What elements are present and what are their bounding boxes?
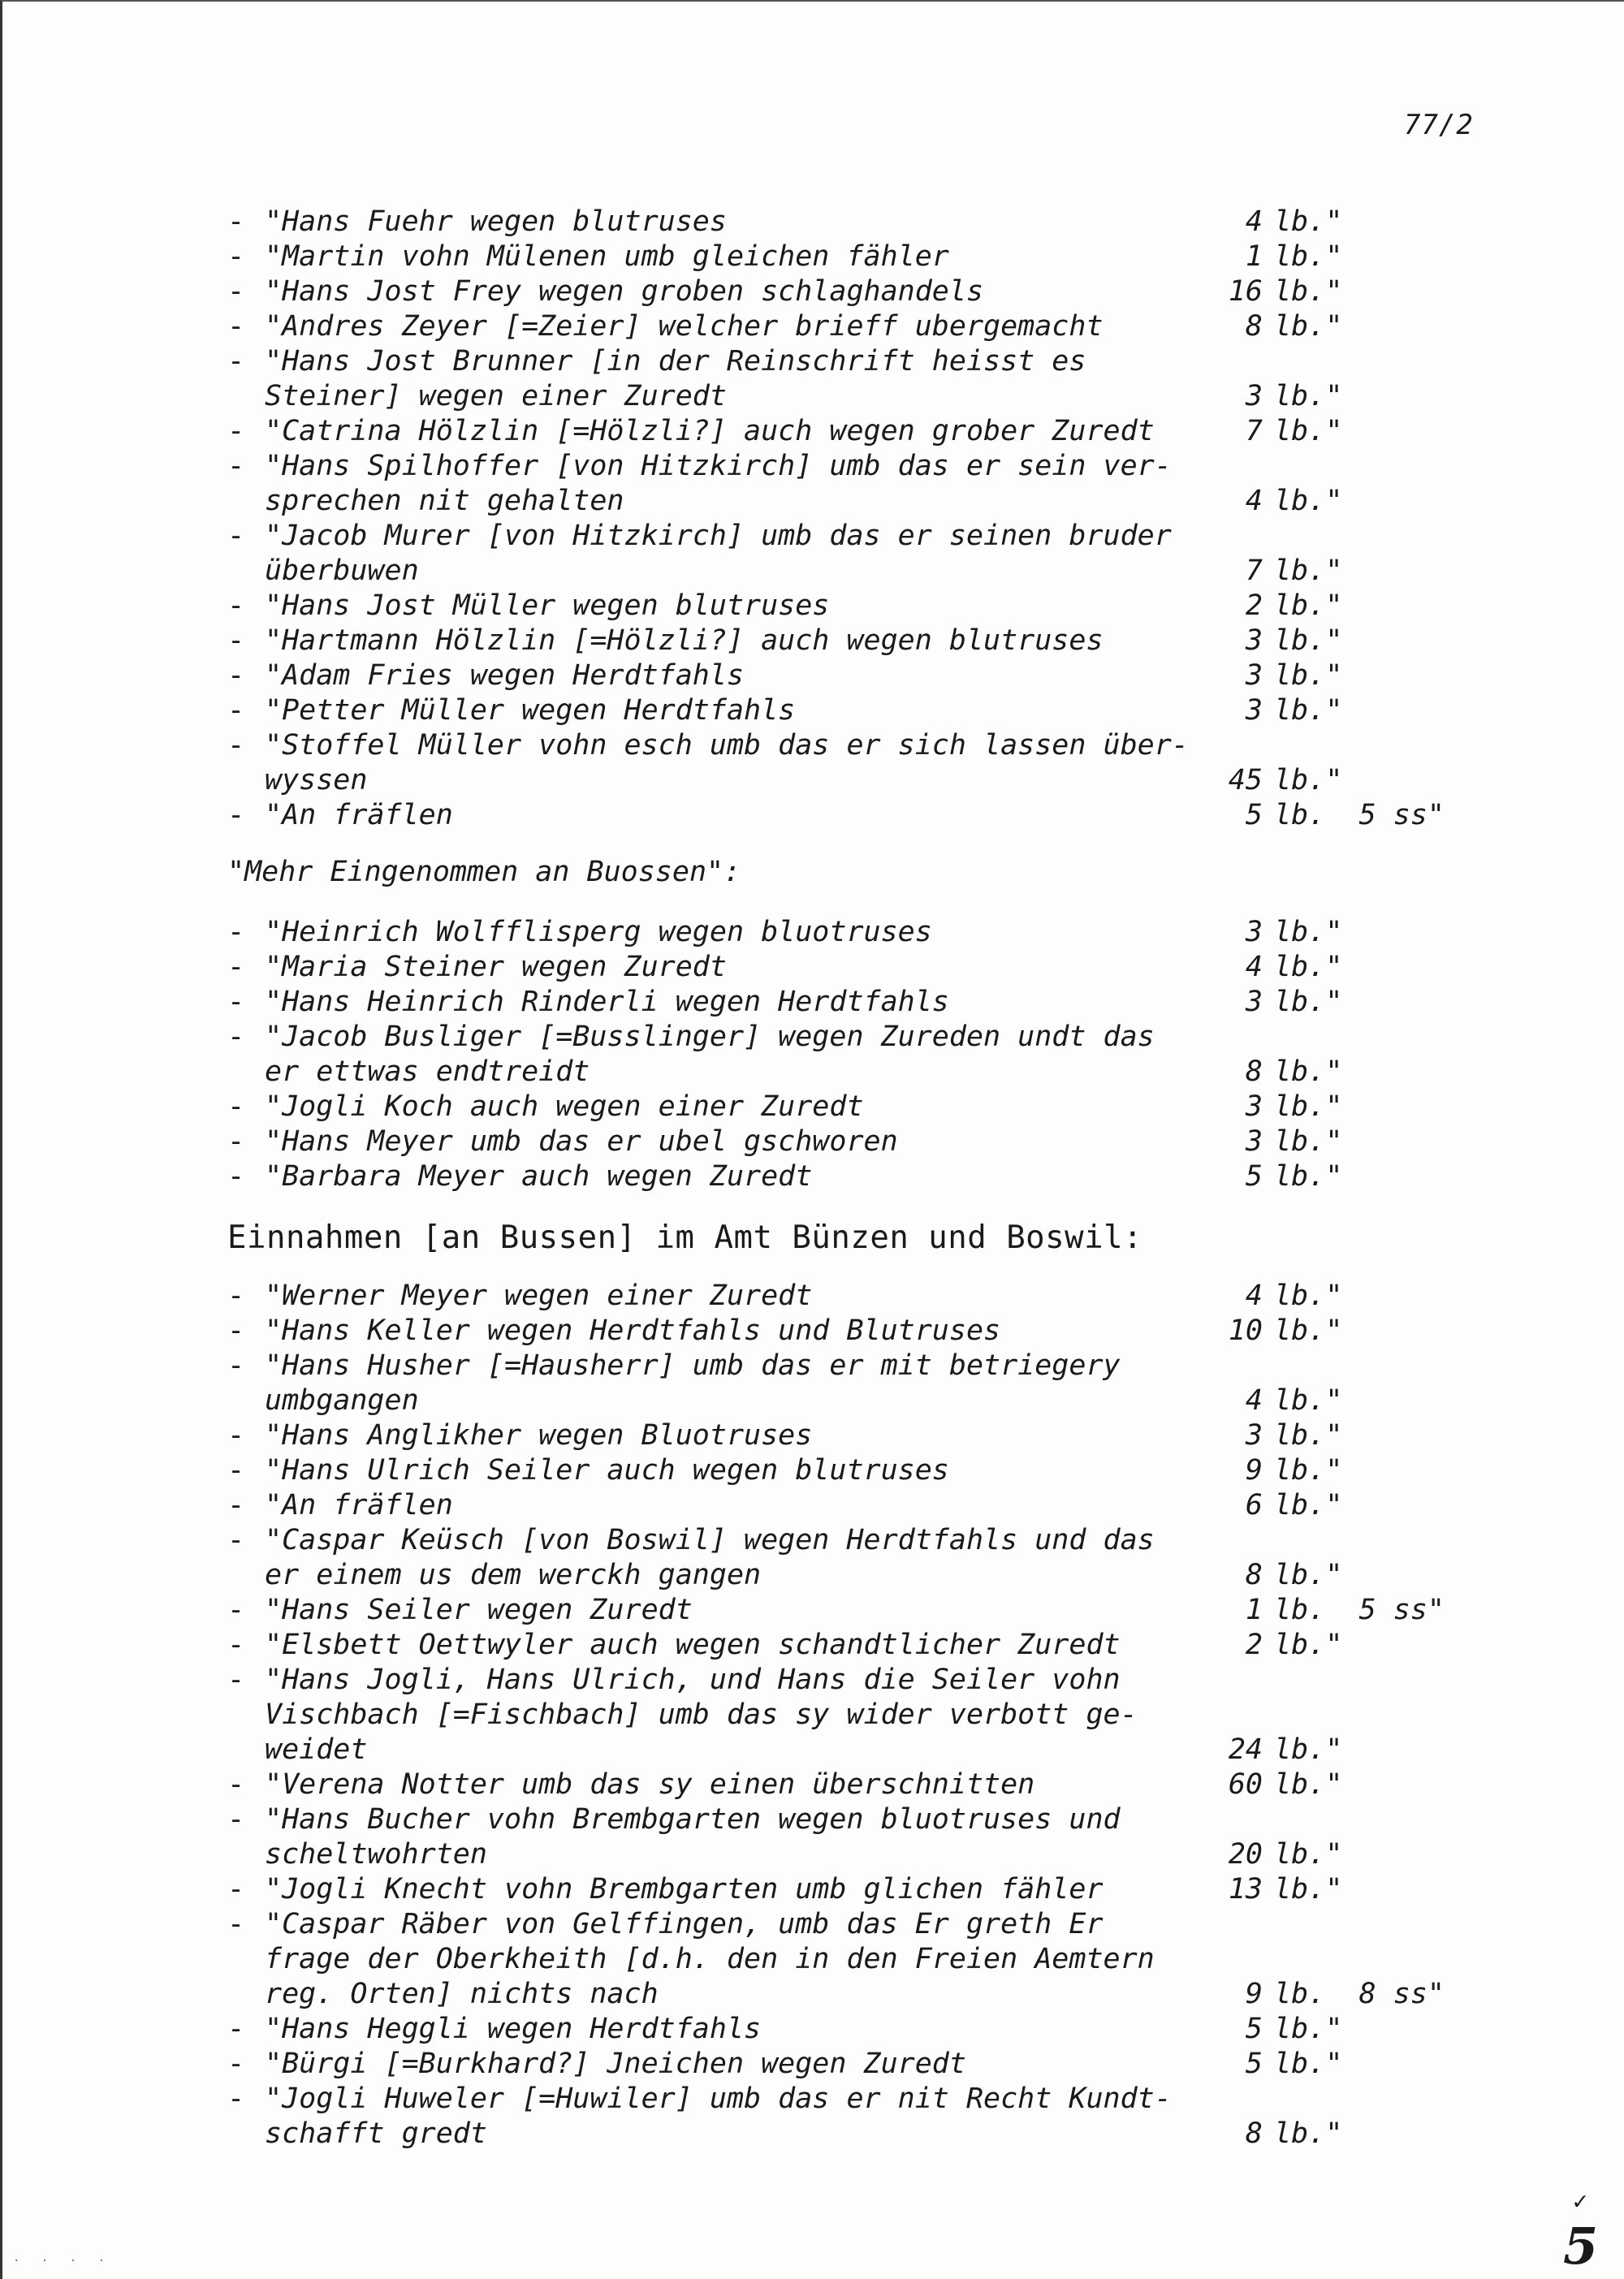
- entry-text-line: "Jogli Koch auch wegen einer Zuredt: [265, 1090, 864, 1123]
- amount-unit: lb.": [1274, 589, 1343, 622]
- amount-pounds: 1: [1245, 240, 1263, 273]
- entry-text-line: "Hans Jost Frey wegen groben schlaghandels: [265, 275, 984, 308]
- entry-text-line: "An fräflen: [265, 1489, 453, 1521]
- amount-unit: lb.": [1274, 1160, 1343, 1193]
- fine-entry: [227, 985, 1462, 1020]
- entry-dash: -: [227, 916, 245, 948]
- entry-dash: -: [227, 1594, 245, 1626]
- entry-dash: -: [227, 2013, 245, 2045]
- entry-amount: [1222, 1383, 1462, 1418]
- fine-entry: [227, 1453, 1462, 1488]
- amount-pounds: 10: [1228, 1314, 1263, 1347]
- entry-amount: [1222, 2012, 1462, 2047]
- document-body: [227, 205, 1462, 2152]
- entry-dash: -: [227, 951, 245, 983]
- amount-unit: lb.: [1274, 799, 1326, 831]
- amount-pounds: 1: [1245, 1594, 1263, 1626]
- fine-entry: [227, 240, 1462, 274]
- entry-text-line: "Stoffel Müller vohn esch umb das er sich lassen über-: [265, 729, 1189, 762]
- amount-unit: lb.": [1274, 764, 1343, 796]
- amount-unit: lb.": [1274, 1873, 1343, 1906]
- amount-unit: lb.": [1274, 275, 1343, 308]
- amount-pounds: 6: [1245, 1489, 1263, 1521]
- entry-text-line: "Barbara Meyer auch wegen Zuredt: [265, 1160, 813, 1193]
- amount-pounds: 3: [1245, 1090, 1263, 1123]
- entry-amount: [1222, 1124, 1462, 1159]
- amount-pounds: 3: [1245, 986, 1263, 1018]
- entry-text-line: "Bürgi [=Burkhard?] Jneichen wegen Zuredt: [265, 2048, 966, 2080]
- entry-text-line: "Hans Jogli, Hans Ulrich, und Hans die Seiler vohn: [265, 1664, 1121, 1696]
- fine-entry: [227, 1523, 1462, 1593]
- entry-dash: -: [227, 1349, 245, 1382]
- amount-unit: lb.": [1274, 415, 1343, 447]
- entry-text-line: "Hans Seiler wegen Zuredt: [265, 1594, 693, 1626]
- amount-pounds: 4: [1245, 205, 1263, 238]
- entry-text-line: er ettwas endtreidt: [265, 1055, 590, 1088]
- section-heading: Einnahmen [an Bussen] im Amt Bünzen und Boswil:: [227, 1219, 1143, 1256]
- amount-pounds: 8: [1245, 1559, 1263, 1591]
- entry-text-line: "Hans Heggli wegen Herdtfahls: [265, 2013, 762, 2045]
- entry-text-line: "Hans Fuehr wegen blutruses: [265, 205, 727, 238]
- entry-dash: -: [227, 1768, 245, 1801]
- fine-entry: [227, 728, 1462, 798]
- amount-pounds: 13: [1228, 1873, 1263, 1906]
- entry-text-line: wyssen: [265, 764, 368, 796]
- amount-unit: lb.": [1274, 1838, 1343, 1871]
- entry-dash: -: [227, 1873, 245, 1906]
- tick-mark: ✓: [1573, 2187, 1588, 2216]
- entry-text-line: weidet: [265, 1733, 368, 1766]
- entry-dash: -: [227, 694, 245, 727]
- amount-pounds: 4: [1245, 1280, 1263, 1312]
- amount-pounds: 16: [1228, 275, 1263, 308]
- amount-unit: lb.: [1274, 1594, 1326, 1626]
- amount-unit: lb.": [1274, 1055, 1343, 1088]
- entry-text-line: "Jacob Murer [von Hitzkirch] umb das er seinen bruder: [265, 520, 1172, 552]
- amount-unit: lb.": [1274, 380, 1343, 412]
- entry-text-line: "Jogli Huweler [=Huwiler] umb das er nit Recht Kundt-: [265, 2083, 1172, 2115]
- fine-entry: [227, 449, 1462, 519]
- amount-pounds: 3: [1245, 694, 1263, 727]
- fine-entry: [227, 1593, 1462, 1628]
- entry-dash: -: [227, 624, 245, 657]
- amount-unit: lb.": [1274, 2013, 1343, 2045]
- fine-entry: [227, 1418, 1462, 1453]
- entry-amount: [1222, 1279, 1462, 1314]
- fine-entry: [227, 1090, 1462, 1124]
- amount-pounds: 7: [1245, 415, 1263, 447]
- entry-text-line: "Hans Keller wegen Herdtfahls und Blutruses: [265, 1314, 1001, 1347]
- fine-entry: [227, 915, 1462, 950]
- fine-entry: [227, 1279, 1462, 1314]
- amount-unit: lb.": [1274, 1768, 1343, 1801]
- fine-entry: [227, 2012, 1462, 2047]
- amount-pounds: 9: [1245, 1454, 1263, 1487]
- amount-unit: lb.": [1274, 2117, 1343, 2150]
- entry-text-line: Vischbach [=Fischbach] umb das sy wider verbott ge-: [265, 1698, 1138, 1731]
- entry-amount: [1222, 693, 1462, 728]
- entry-amount: [1222, 2047, 1462, 2082]
- entry-dash: -: [227, 1314, 245, 1347]
- amount-pounds: 5: [1245, 2048, 1263, 2080]
- fine-entry: [227, 1907, 1462, 2012]
- fine-entry: [227, 1159, 1462, 1194]
- entry-text-line: "Verena Notter umb das sy einen überschnitten: [265, 1768, 1035, 1801]
- entry-text-line: "Heinrich Wolfflisperg wegen bluotruses: [265, 916, 932, 948]
- entry-amount: [1222, 484, 1462, 519]
- fine-entry: [227, 205, 1462, 240]
- entry-text-line: "Hans Anglikher wegen Bluotruses: [265, 1419, 813, 1452]
- entry-amount: [1222, 1872, 1462, 1907]
- amount-shillings: 5 ss": [1358, 1594, 1445, 1626]
- entry-text-line: "An fräflen: [265, 799, 453, 831]
- fine-entry: [227, 309, 1462, 344]
- entry-amount: [1222, 985, 1462, 1020]
- entry-amount: [1222, 1733, 1462, 1768]
- entry-dash: -: [227, 275, 245, 308]
- amount-shillings: 8 ss": [1358, 1978, 1445, 2010]
- entry-dash: -: [227, 450, 245, 482]
- amount-pounds: 3: [1245, 916, 1263, 948]
- fine-entry: [227, 658, 1462, 693]
- entry-amount: [1222, 1768, 1462, 1802]
- entry-text-line: überbuwen: [265, 555, 419, 587]
- entry-amount: [1222, 624, 1462, 658]
- amount-pounds: 5: [1245, 2013, 1263, 2045]
- entry-text-line: er einem us dem werckh gangen: [265, 1559, 762, 1591]
- entry-amount: [1222, 1837, 1462, 1872]
- entry-amount: [1222, 274, 1462, 309]
- amount-unit: lb.": [1274, 1559, 1343, 1591]
- entry-dash: -: [227, 205, 245, 238]
- entry-dash: -: [227, 1125, 245, 1158]
- entry-text-line: schafft gredt: [265, 2117, 487, 2150]
- entry-dash: -: [227, 659, 245, 692]
- fine-entry: [227, 519, 1462, 589]
- section-heading: "Mehr Eingenommen an Buossen":: [227, 856, 741, 888]
- entry-text-line: "Adam Fries wegen Herdtfahls: [265, 659, 745, 692]
- amount-unit: lb.": [1274, 485, 1343, 517]
- amount-pounds: 45: [1228, 764, 1263, 796]
- entry-amount: [1222, 763, 1462, 798]
- entry-amount: [1222, 1488, 1462, 1523]
- amount-unit: lb.": [1274, 1384, 1343, 1417]
- entry-text-line: "Jogli Knecht vohn Brembgarten umb glichen fähler: [265, 1873, 1104, 1906]
- entry-amount: [1222, 915, 1462, 950]
- page-number: 77/2: [1404, 109, 1474, 141]
- fine-entry: [227, 2082, 1462, 2152]
- entry-amount: [1222, 658, 1462, 693]
- amount-pounds: 4: [1245, 951, 1263, 983]
- amount-unit: lb.": [1274, 240, 1343, 273]
- amount-pounds: 4: [1245, 1384, 1263, 1417]
- amount-pounds: 3: [1245, 1419, 1263, 1452]
- entry-amount: [1222, 1628, 1462, 1663]
- entry-amount: [1222, 798, 1462, 833]
- entry-amount: [1222, 309, 1462, 344]
- amount-pounds: 3: [1245, 659, 1263, 692]
- amount-pounds: 2: [1245, 1629, 1263, 1661]
- amount-unit: lb.": [1274, 1314, 1343, 1347]
- fine-entry: [227, 414, 1462, 449]
- amount-pounds: 4: [1245, 485, 1263, 517]
- entry-amount: [1222, 1593, 1462, 1628]
- entry-dash: -: [227, 2048, 245, 2080]
- fine-entry: [227, 798, 1462, 833]
- amount-pounds: 2: [1245, 589, 1263, 622]
- entry-text-line: "Hans Heinrich Rinderli wegen Herdtfahls: [265, 986, 949, 1018]
- amount-unit: lb.": [1274, 1125, 1343, 1158]
- fine-entry: [227, 589, 1462, 624]
- entry-dash: -: [227, 415, 245, 447]
- amount-pounds: 8: [1245, 1055, 1263, 1088]
- entry-amount: [1222, 1159, 1462, 1194]
- amount-unit: lb.": [1274, 2048, 1343, 2080]
- fine-entry: [227, 693, 1462, 728]
- entry-amount: [1222, 1090, 1462, 1124]
- entry-dash: -: [227, 1803, 245, 1836]
- amount-pounds: 3: [1245, 624, 1263, 657]
- entry-text-line: "Werner Meyer wegen einer Zuredt: [265, 1280, 813, 1312]
- entry-amount: [1222, 554, 1462, 589]
- entry-text-line: "Martin vohn Mülenen umb gleichen fähler: [265, 240, 949, 273]
- entry-text-line: "Hans Jost Brunner [in der Reinschrift heisst es: [265, 345, 1086, 378]
- amount-unit: lb.": [1274, 1733, 1343, 1766]
- amount-unit: lb.": [1274, 986, 1343, 1018]
- amount-pounds: 7: [1245, 555, 1263, 587]
- entry-text-line: "Hans Spilhoffer [von Hitzkirch] umb das er sein ver-: [265, 450, 1172, 482]
- entry-dash: -: [227, 310, 245, 343]
- entry-text-line: "Petter Müller wegen Herdtfahls: [265, 694, 796, 727]
- entry-amount: [1222, 414, 1462, 449]
- entry-text-line: "Hans Meyer umb das er ubel gschworen: [265, 1125, 898, 1158]
- entry-dash: -: [227, 1664, 245, 1696]
- entry-amount: [1222, 1977, 1462, 2012]
- amount-unit: lb.: [1274, 1978, 1326, 2010]
- entry-dash: -: [227, 1524, 245, 1556]
- entry-dash: -: [227, 240, 245, 273]
- amount-unit: lb.": [1274, 1454, 1343, 1487]
- entry-text-line: scheltwohrten: [265, 1838, 487, 1871]
- amount-unit: lb.": [1274, 694, 1343, 727]
- entry-amount: [1222, 1055, 1462, 1090]
- entry-text-line: "Hartmann Hölzlin [=Hölzli?] auch wegen blutruses: [265, 624, 1104, 657]
- fine-entry: [227, 1124, 1462, 1159]
- entry-text-line: frage der Oberkheith [d.h. den in den Freien Aemtern: [265, 1943, 1155, 1975]
- fine-entry: [227, 344, 1462, 414]
- entry-amount: [1222, 2117, 1462, 2152]
- entry-amount: [1222, 950, 1462, 985]
- entry-amount: [1222, 379, 1462, 414]
- fine-entry: [227, 1802, 1462, 1872]
- amount-unit: lb.": [1274, 916, 1343, 948]
- entry-dash: -: [227, 1160, 245, 1193]
- amount-unit: lb.": [1274, 555, 1343, 587]
- entry-text-line: reg. Orten] nichts nach: [265, 1978, 659, 2010]
- entry-text-line: "Jacob Busliger [=Busslinger] wegen Zureden undt das: [265, 1021, 1155, 1053]
- entry-text-line: sprechen nit gehalten: [265, 485, 624, 517]
- entry-text-line: "Hans Jost Müller wegen blutruses: [265, 589, 830, 622]
- entry-dash: -: [227, 1021, 245, 1053]
- amount-unit: lb.": [1274, 659, 1343, 692]
- entry-text-line: "Hans Ulrich Seiler auch wegen blutruses: [265, 1454, 949, 1487]
- entry-text-line: "Maria Steiner wegen Zuredt: [265, 951, 727, 983]
- amount-unit: lb.": [1274, 1489, 1343, 1521]
- amount-pounds: 8: [1245, 2117, 1263, 2150]
- fine-entry: [227, 1020, 1462, 1090]
- amount-pounds: 3: [1245, 1125, 1263, 1158]
- entry-text-line: "Elsbett Oettwyler auch wegen schandtlicher Zuredt: [265, 1629, 1121, 1661]
- entry-text-line: umbgangen: [265, 1384, 419, 1417]
- fine-entry: [227, 1628, 1462, 1663]
- entry-dash: -: [227, 1454, 245, 1487]
- entry-dash: -: [227, 2083, 245, 2115]
- entry-dash: -: [227, 1908, 245, 1940]
- fine-entry: [227, 950, 1462, 985]
- entry-dash: -: [227, 345, 245, 378]
- entry-text-line: "Caspar Räber von Gelffingen, umb das Er greth Er: [265, 1908, 1104, 1940]
- fine-entry: [227, 1488, 1462, 1523]
- amount-unit: lb.": [1274, 624, 1343, 657]
- entry-text-line: "Hans Bucher vohn Brembgarten wegen bluotruses und: [265, 1803, 1121, 1836]
- fine-entry: [227, 1663, 1462, 1768]
- entry-dash: -: [227, 1280, 245, 1312]
- entry-dash: -: [227, 1419, 245, 1452]
- amount-unit: lb.": [1274, 1419, 1343, 1452]
- fine-entry: [227, 274, 1462, 309]
- fine-entry: [227, 1768, 1462, 1802]
- amount-shillings: 5 ss": [1358, 799, 1445, 831]
- entry-amount: [1222, 1418, 1462, 1453]
- amount-pounds: 60: [1228, 1768, 1263, 1801]
- fine-entry: [227, 1872, 1462, 1907]
- handwritten-page-mark: 5: [1563, 2216, 1599, 2276]
- entry-text-line: "Hans Husher [=Hausherr] umb das er mit betriegery: [265, 1349, 1121, 1382]
- entry-amount: [1222, 205, 1462, 240]
- amount-pounds: 8: [1245, 310, 1263, 343]
- entry-amount: [1222, 1453, 1462, 1488]
- entry-amount: [1222, 1314, 1462, 1349]
- amount-pounds: 24: [1228, 1733, 1263, 1766]
- amount-pounds: 5: [1245, 799, 1263, 831]
- entry-dash: -: [227, 986, 245, 1018]
- amount-unit: lb.": [1274, 310, 1343, 343]
- entry-dash: -: [227, 1090, 245, 1123]
- amount-pounds: 3: [1245, 380, 1263, 412]
- amount-unit: lb.": [1274, 951, 1343, 983]
- entry-amount: [1222, 240, 1462, 274]
- entry-dash: -: [227, 799, 245, 831]
- amount-pounds: 20: [1228, 1838, 1263, 1871]
- entry-text-line: "Catrina Hölzlin [=Hölzli?] auch wegen grober Zuredt: [265, 415, 1155, 447]
- entry-amount: [1222, 1558, 1462, 1593]
- fine-entry: [227, 624, 1462, 658]
- entry-dash: -: [227, 1629, 245, 1661]
- amount-pounds: 9: [1245, 1978, 1263, 2010]
- fine-entry: [227, 2047, 1462, 2082]
- entry-dash: -: [227, 520, 245, 552]
- entry-text-line: Steiner] wegen einer Zuredt: [265, 380, 727, 412]
- scan-specks: · · · ·: [13, 2255, 113, 2268]
- amount-unit: lb.": [1274, 1090, 1343, 1123]
- entry-text-line: "Andres Zeyer [=Zeier] welcher brieff ubergemacht: [265, 310, 1104, 343]
- entry-dash: -: [227, 1489, 245, 1521]
- fine-entry: [227, 1349, 1462, 1418]
- entry-amount: [1222, 589, 1462, 624]
- fine-entry: [227, 1314, 1462, 1349]
- amount-unit: lb.": [1274, 205, 1343, 238]
- amount-unit: lb.": [1274, 1280, 1343, 1312]
- entry-text-line: "Caspar Keüsch [von Boswil] wegen Herdtfahls und das: [265, 1524, 1155, 1556]
- amount-pounds: 5: [1245, 1160, 1263, 1193]
- entry-dash: -: [227, 729, 245, 762]
- entry-dash: -: [227, 589, 245, 622]
- amount-unit: lb.": [1274, 1629, 1343, 1661]
